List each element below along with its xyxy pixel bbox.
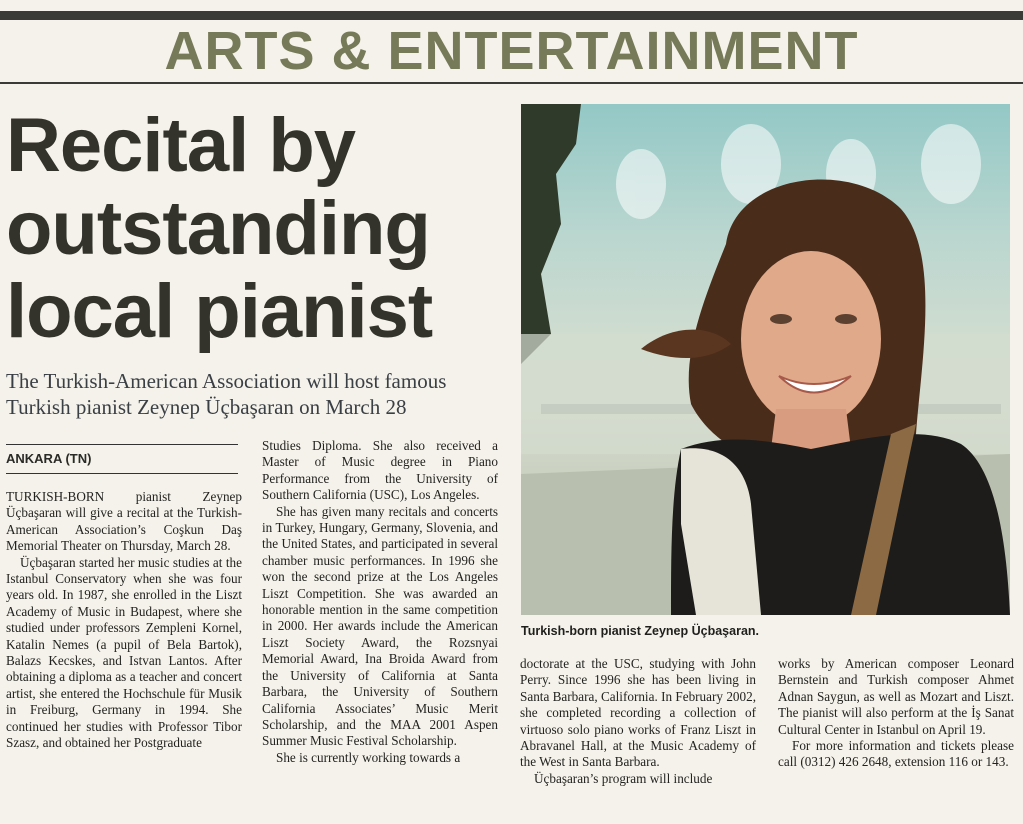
article-column-1 xyxy=(6,489,242,752)
headline-line-2: outstanding xyxy=(6,186,430,271)
top-rule xyxy=(0,11,1023,20)
headline-line-1: Recital by xyxy=(6,103,356,188)
photo-caption: Turkish-born pianist Zeynep Üçbaşaran. xyxy=(521,624,760,638)
photo-illustration xyxy=(521,104,1010,615)
deck-subheadline: The Turkish-American Association will host famous Turkish pianist Zeynep Üçbaşaran on March 28 xyxy=(6,369,447,419)
article-column-4 xyxy=(778,656,1014,771)
pianist-photo xyxy=(521,104,1010,615)
article-column-2 xyxy=(262,438,498,766)
dateline: ANKARA (TN) xyxy=(6,451,92,466)
paragraph: She has given many recitals and concerts in Turkey, Hungary, Germany, Slovenia, and the United States, and participated in several chamber music performances. In 1996 she won the second prize at the Los Angeles Liszt Competition. She was awarded an honorable mention in the same competition in 2000. Her awards include the American Liszt Society Award, the Rozsnyai Memorial Award, Ina Broida Award from the University of California at Santa Barbara, the University of Southern California Associates’ Music Merit Scholarship, and the MAA 2001 Aspen Summer Music Festival Scholarship. xyxy=(262,503,498,749)
article-column-3 xyxy=(520,656,756,787)
paragraph: works by American composer Leonard Bernstein and Turkish composer Ahmet Adnan Saygun, as well as Mozart and Liszt. The pianist will also perform at the İş Sanat Cultural Center in Istanbul on April 19. xyxy=(778,656,1014,737)
dateline-rule-top xyxy=(6,444,238,445)
paragraph: She is currently working towards a xyxy=(276,749,461,765)
paragraph: Üçbaşaran’s program will include xyxy=(534,770,713,786)
paragraph: TURKISH-BORN pianist Zeynep Üçbaşaran will give a recital at the Turkish-American Association’s Coşkun Daş Memorial Theater on Thursday, March 28. xyxy=(6,489,242,554)
section-rule xyxy=(0,82,1023,84)
headline xyxy=(6,104,506,353)
paragraph: Üçbaşaran started her music studies at the Istanbul Conservatory when she was four years old. In 1987, she enrolled in the Liszt Academy of Music in Budapest, where she studied under professors Zempleni Kornel, Katalin Nemes (a pupil of Bela Bartok), Balazs Kecskes, and Istvan Lantos. After obtaining a diploma as a teacher and concert artist, she entered the Hochschule für Musik in Freiburg, Germany in 1994. She continued her studies with Professor Tibor Szasz, and obtained her Postgraduate xyxy=(6,554,242,751)
section-title: ARTS & ENTERTAINMENT xyxy=(164,21,859,81)
paragraph: For more information and tickets please call (0312) 426 2648, extension 116 or 143. xyxy=(778,738,1014,770)
dateline-rule-bottom xyxy=(6,473,238,474)
paragraph: doctorate at the USC, studying with John Perry. Since 1996 she has been living in Santa Barbara, California. In February 2002, she completed recording a collection of virtuoso solo piano works of Franz Liszt in Abravanel Hall, at the Music Academy of the West in Santa Barbara. xyxy=(520,656,756,770)
paragraph: Studies Diploma. She also received a Master of Music degree in Piano Performance from the University of Southern California (USC), Los Angeles. xyxy=(262,438,498,503)
headline-line-3: local pianist xyxy=(6,269,433,354)
